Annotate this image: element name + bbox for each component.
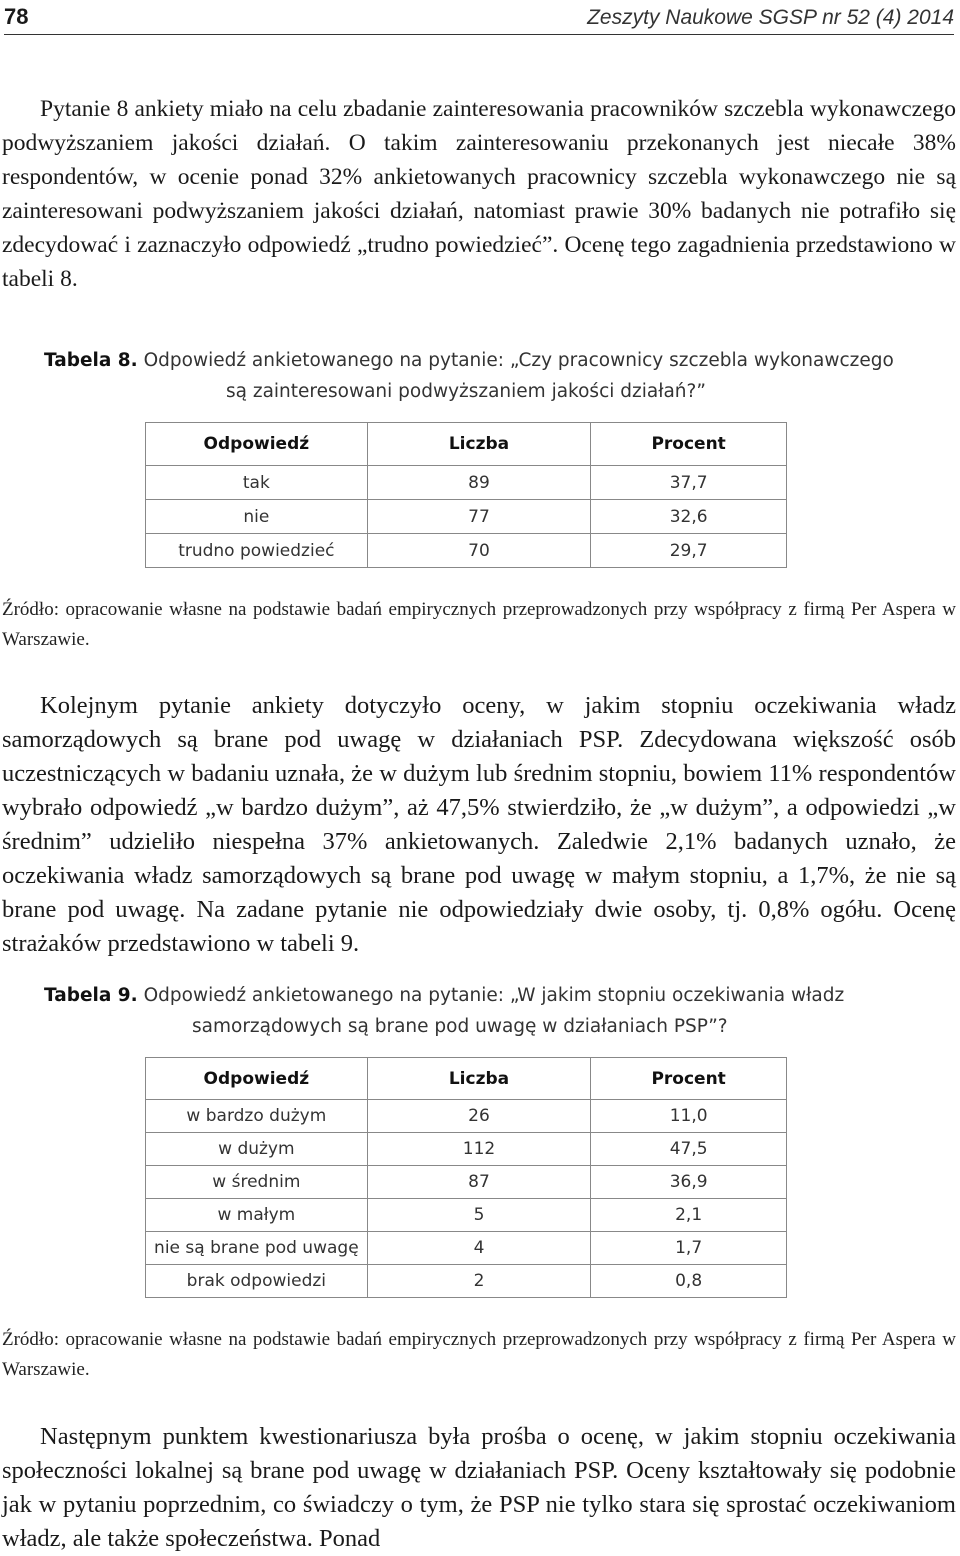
table-8-title-line1: Odpowiedź ankietowanego na pytanie: „Czy pracownicy szczebla wykonawczego (143, 350, 894, 371)
cell-answer: tak (146, 466, 368, 500)
cell-count: 5 (367, 1199, 591, 1232)
table-8-label: Tabela 8. (44, 350, 138, 371)
cell-answer: w dużym (146, 1133, 368, 1166)
cell-percent: 36,9 (591, 1166, 787, 1199)
cell-count: 112 (367, 1133, 591, 1166)
body-paragraph-2: Kolejnym pytanie ankiety dotyczyło oceny, w jakim stopniu oczekiwania władz samorządowych są brane pod uwagę w działaniach PSP. Zdecydowana większość osób uczestniczących w badaniu uznała, że w dużym lub średnim stopniu, bowiem 11% respondentów wybrało odpowiedź „w bardzo dużym”, aż 47,5% stwierdziło, że „w dużym”, a odpowiedzi „w średnim” udzieliło niespełna 37% ankietowanych. Zaledwie 2,1% badanych uznało, że oczekiwania władz samorządowych są brane pod uwagę w małym stopniu, a 1,7%, że nie są brane pod uwagę. Na zadane pytanie nie odpowiedziały dwie osoby, tj. 0,8% ogółu. Ocenę strażaków przedstawiono w tabeli 9. (2, 691, 956, 957)
cell-percent: 2,1 (591, 1199, 787, 1232)
table-8 (145, 422, 787, 568)
page-number: 78 (4, 4, 29, 29)
table-header-row (146, 423, 787, 466)
cell-answer: w bardzo dużym (146, 1100, 368, 1133)
column-header-count: Liczba (367, 1058, 591, 1100)
cell-count: 26 (367, 1100, 591, 1133)
table-9-source: Źródło: opracowanie własne na podstawie badań empirycznych przeprowadzonych przy współpracy z firmą Per Aspera w Warszawie. (2, 1329, 956, 1380)
column-header-answer: Odpowiedź (146, 1058, 368, 1100)
cell-percent: 29,7 (591, 534, 787, 568)
cell-percent: 47,5 (591, 1133, 787, 1166)
table-row (146, 534, 787, 568)
table-row (146, 1100, 787, 1133)
table-9 (145, 1057, 787, 1298)
table-9-title-line2: samorządowych są brane pod uwagę w działaniach PSP”? (192, 1016, 728, 1037)
cell-answer: trudno powiedzieć (146, 534, 368, 568)
body-paragraph-1: Pytanie 8 ankiety miało na celu zbadanie zainteresowania pracowników szczebla wykonawczego podwyższaniem jakości działań. O takim zainteresowaniu przekonanych jest niecałe 38% respondentów, w ocenie ponad 32% ankietowanych pracownicy szczebla wykonawczego nie są zainteresowani podwyższaniem jakości działań, natomiast prawie 30% badanych nie potrafiło się zdecydować i zaznaczyło odpowiedź „trudno powiedzieć”. Ocenę tego zagadnienia przedstawiono w tabeli 8. (2, 95, 956, 292)
table-row (146, 1166, 787, 1199)
cell-count: 87 (367, 1166, 591, 1199)
cell-percent: 32,6 (591, 500, 787, 534)
cell-answer: nie są brane pod uwagę (146, 1232, 368, 1265)
journal-title: Zeszyty Naukowe SGSP nr 52 (4) 2014 (587, 6, 954, 29)
table-row (146, 1232, 787, 1265)
column-header-answer: Odpowiedź (146, 423, 368, 466)
cell-count: 2 (367, 1265, 591, 1298)
cell-answer: w małym (146, 1199, 368, 1232)
table-9-label: Tabela 9. (44, 985, 138, 1006)
column-header-percent: Procent (591, 1058, 787, 1100)
table-8-title-line2: są zainteresowani podwyższaniem jakości działań?” (226, 381, 706, 402)
column-header-percent: Procent (591, 423, 787, 466)
cell-count: 77 (367, 500, 591, 534)
page-header (4, 0, 954, 35)
table-row (146, 500, 787, 534)
table-row (146, 1265, 787, 1298)
table-9-title-line1: Odpowiedź ankietowanego na pytanie: „W jakim stopniu oczekiwania władz (143, 985, 845, 1006)
table-row (146, 1133, 787, 1166)
table-row (146, 1199, 787, 1232)
cell-percent: 11,0 (591, 1100, 787, 1133)
table-row (146, 466, 787, 500)
table-8-caption (44, 345, 944, 407)
cell-percent: 1,7 (591, 1232, 787, 1265)
table-header-row (146, 1058, 787, 1100)
cell-count: 89 (367, 466, 591, 500)
cell-count: 4 (367, 1232, 591, 1265)
body-paragraph-3: Następnym punktem kwestionariusza była prośba o ocenę, w jakim stopniu oczekiwania społeczności lokalnej są brane pod uwagę w działaniach PSP. Oceny kształtowały się podobnie jak w pytaniu poprzednim, co świadczy o tym, że PSP nie tylko stara się sprostać oczekiwaniom władz, ale także społeczeństwa. Ponad (2, 1422, 956, 1552)
cell-percent: 0,8 (591, 1265, 787, 1298)
column-header-count: Liczba (367, 423, 591, 466)
table-8-source: Źródło: opracowanie własne na podstawie badań empirycznych przeprowadzonych przy współpracy z firmą Per Aspera w Warszawie. (2, 599, 956, 650)
cell-answer: nie (146, 500, 368, 534)
cell-percent: 37,7 (591, 466, 787, 500)
cell-answer: w średnim (146, 1166, 368, 1199)
cell-answer: brak odpowiedzi (146, 1265, 368, 1298)
cell-count: 70 (367, 534, 591, 568)
table-9-caption (44, 980, 944, 1042)
